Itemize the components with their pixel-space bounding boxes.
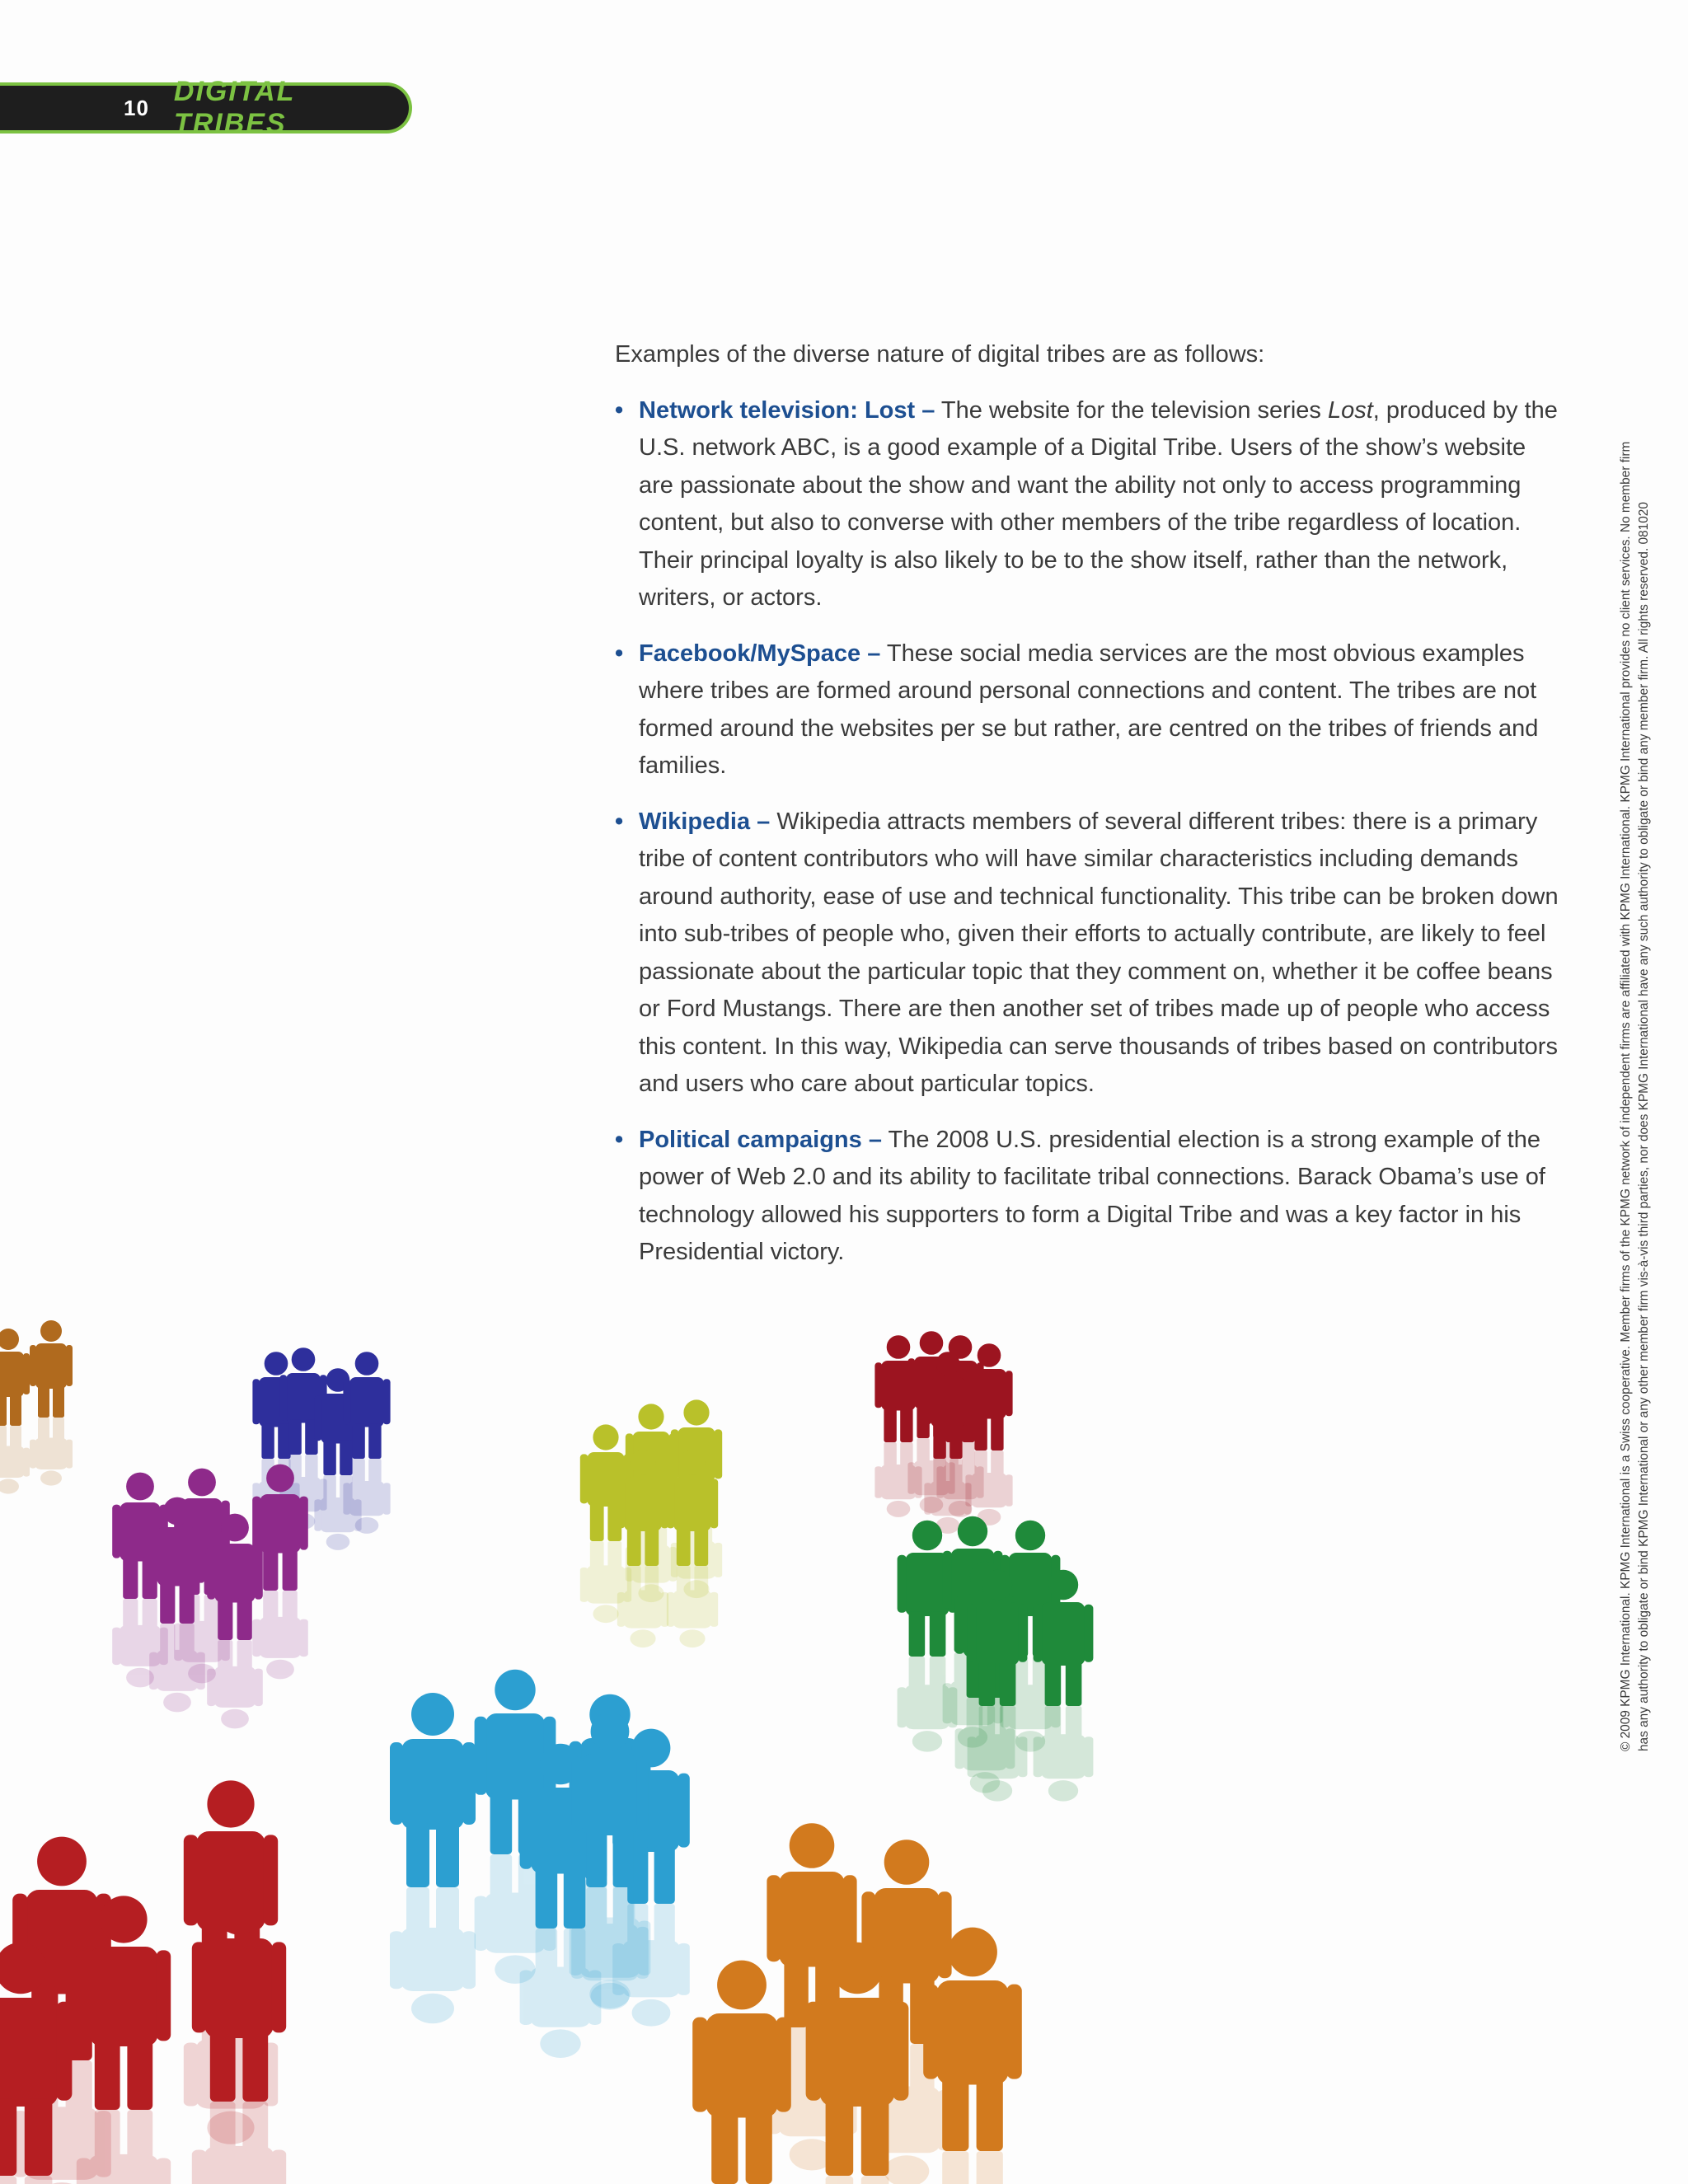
item-text: The 2008 U.S. presidential election is a strong example of the power of Web 2.0 and its ability to facilitate tribal connections. Barack Obama’s use of technology allowed his supporters to form a Digital Tribe and was a key factor in his Presidential victory. [639,1126,1545,1265]
list-item-network-television [615,392,1563,617]
show-title: Lost [1327,396,1373,424]
item-text: These social media services are the most obvious examples where tribes are formed around personal connections and content. The tribes are not formed around the websites per se but rather, are centred on the tribes of friends and families. [639,640,1539,779]
term-facebook-myspace: Facebook/MySpace – [639,640,881,667]
person-figure [390,1693,476,2023]
term-political-campaigns: Political campaigns – [639,1126,882,1153]
list-item-political-campaigns [615,1122,1563,1272]
copyright-notice [1617,441,1653,1751]
copyright-line-1: © 2009 KPMG International. KPMG International is a Swiss cooperative. Member firms of the KPMG network of independent firms are affiliated with KPMG International. KPMG International provides no client services. No member firm [1619,441,1633,1751]
copyright-line-2: has any authority to obligate or bind KPMG International or any other member firm vis-à-vis third parties, nor does KPMG International have any such authority to obligate or bind any member firm. All rights reserved. 081020 [1637,502,1651,1751]
people-groups-illustration [0,1319,1113,2184]
tribe-examples-list [615,392,1563,1272]
list-item-wikipedia [615,804,1563,1104]
intro-paragraph: Examples of the diverse nature of digital tribes are as follows: [615,341,1265,368]
page-number: 10 [124,95,149,120]
text-after: , produced by the U.S. network ABC, is a good example of a Digital Tribe. Users of the show’s website are passionate about the show and want the ability not only to access programming content, but also to converse with other members of the tribe regardless of location. Their principal loyalty is also likely to be to the show itself, rather than the network, writers, or actors. [639,396,1558,611]
section-header-tab [0,76,412,139]
person-figure [0,1329,30,1494]
term-wikipedia: Wikipedia – [639,808,771,835]
term-network-television: Network television: Lost – [639,396,935,424]
main-content [615,336,1563,1290]
list-item-facebook-myspace [615,635,1563,785]
section-title: DIGITAL TRIBES [173,76,295,139]
text-before: The website for the television series [935,396,1328,424]
item-text: Wikipedia attracts members of several different tribes: there is a primary tribe of content contributors who will have similar characteristics including demands around authority, ease of use and technical functionality. This tribe can be broken down into sub-tribes of people who, given their efforts to actually contribute, are likely to feel passionate about the particular topic that they comment on, whether it be coffee beans or Ford Mustangs. There are then another set of tribes made up of people who access this content. In this way, Wikipedia can serve thousands of tribes based on contributors and users who care about particular topics. [639,808,1559,1097]
person-figure [692,1961,791,2184]
person-figure [30,1320,73,1486]
